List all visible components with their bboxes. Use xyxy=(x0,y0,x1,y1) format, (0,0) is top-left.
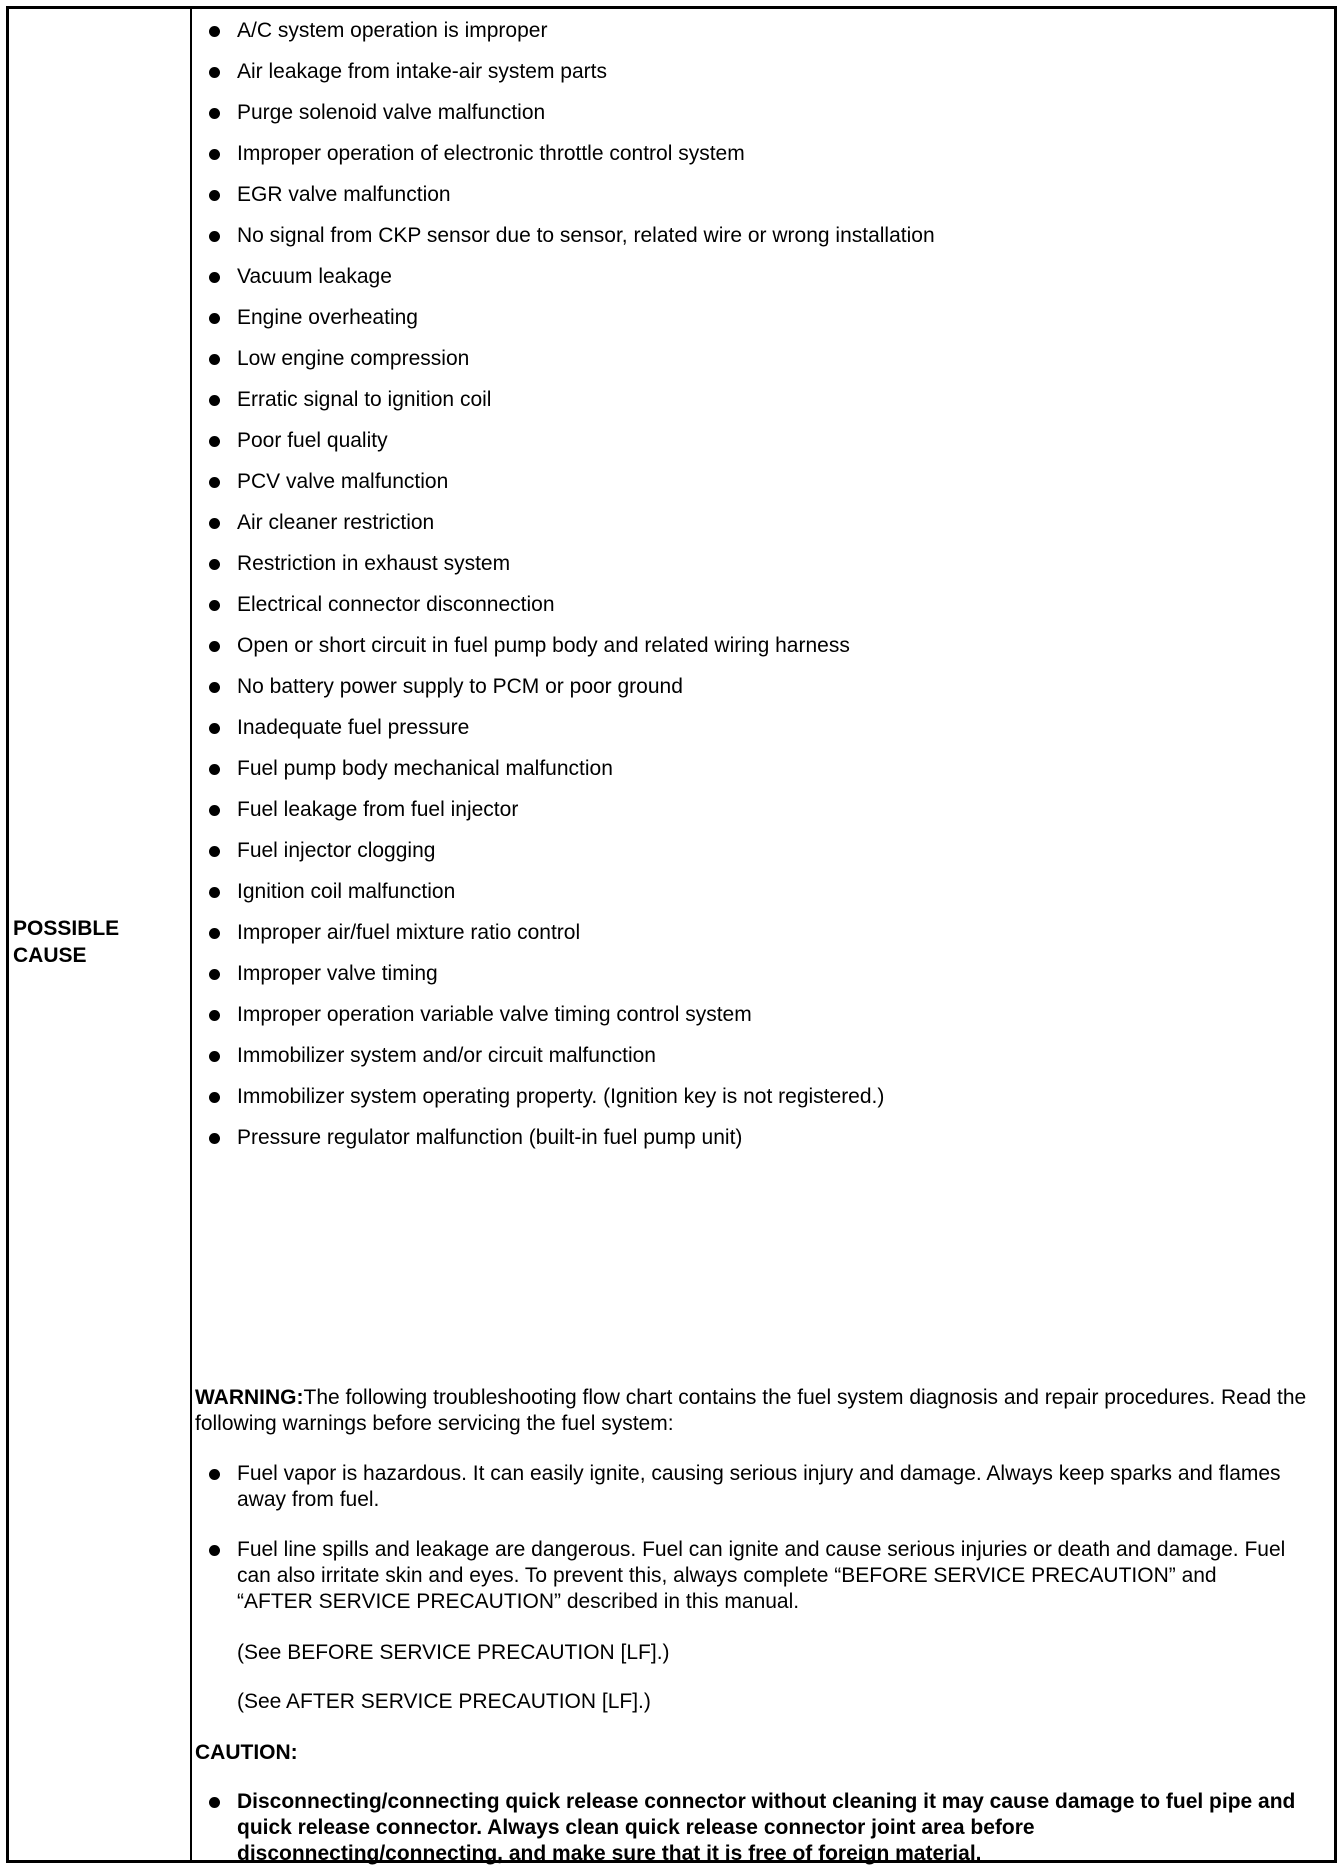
warning-item: Fuel line spills and leakage are dangerous. Fuel can ignite and cause serious injuries or death and damage. Fuel can also irritate skin and eyes. To prevent this, always complete “BEFORE SERVICE PRECAUTION” and “AFTER SERVICE PRECAUTION” described in this manual. xyxy=(237,1537,1297,1615)
list-item: Open or short circuit in fuel pump body and related wiring harness xyxy=(237,633,850,659)
bullet-icon xyxy=(209,641,220,652)
list-item: Air leakage from intake-air system parts xyxy=(237,59,607,85)
bullet-icon xyxy=(209,149,220,160)
caution-item: Disconnecting/connecting quick release connector without cleaning it may cause damage to fuel pipe and quick release connector. Always clean quick release connector joint area before disconnecting/connecting, and make sure that it is free of foreign material. xyxy=(237,1789,1297,1867)
bullet-icon xyxy=(209,108,220,119)
bullet-icon xyxy=(209,846,220,857)
list-item: A/C system operation is improper xyxy=(237,18,547,44)
bullet-icon xyxy=(209,805,220,816)
reference-before: (See BEFORE SERVICE PRECAUTION [LF].) xyxy=(237,1641,670,1664)
bullet-icon xyxy=(209,231,220,242)
list-item: Vacuum leakage xyxy=(237,264,392,290)
list-item: Electrical connector disconnection xyxy=(237,592,555,618)
bullet-icon xyxy=(209,272,220,283)
list-item: Restriction in exhaust system xyxy=(237,551,510,577)
list-item: Fuel leakage from fuel injector xyxy=(237,797,518,823)
caution-label: CAUTION: xyxy=(195,1741,298,1764)
document-table xyxy=(6,6,1337,1863)
list-item: EGR valve malfunction xyxy=(237,182,451,208)
list-item: Engine overheating xyxy=(237,305,418,331)
bullet-icon xyxy=(209,1051,220,1062)
bullet-icon xyxy=(209,395,220,406)
bullet-icon xyxy=(209,477,220,488)
bullet-icon xyxy=(209,928,220,939)
warning-text: The following troubleshooting flow chart contains the fuel system diagnosis and repair procedures. Read the following warnings before servicing the fuel system: xyxy=(195,1386,1307,1435)
list-item: Poor fuel quality xyxy=(237,428,388,454)
list-item: Air cleaner restriction xyxy=(237,510,434,536)
bullet-icon xyxy=(209,190,220,201)
list-item: Immobilizer system operating property. (Ignition key is not registered.) xyxy=(237,1084,884,1110)
list-item: Low engine compression xyxy=(237,346,469,372)
list-item: Improper operation of electronic throttle control system xyxy=(237,141,745,167)
warning-paragraph xyxy=(195,1385,1344,1437)
bullet-icon xyxy=(209,436,220,447)
list-item: Fuel pump body mechanical malfunction xyxy=(237,756,613,782)
list-item: PCV valve malfunction xyxy=(237,469,448,495)
list-item: Fuel injector clogging xyxy=(237,838,435,864)
bullet-icon xyxy=(209,1010,220,1021)
row-label: POSSIBLE CAUSE xyxy=(13,917,120,967)
bullet-icon xyxy=(209,1797,220,1808)
list-item: Ignition coil malfunction xyxy=(237,879,455,905)
bullet-icon xyxy=(209,887,220,898)
list-item: No signal from CKP sensor due to sensor, related wire or wrong installation xyxy=(237,223,935,249)
bullet-icon xyxy=(209,723,220,734)
list-item: Purge solenoid valve malfunction xyxy=(237,100,545,126)
bullet-icon xyxy=(209,354,220,365)
list-item: No battery power supply to PCM or poor ground xyxy=(237,674,683,700)
bullet-icon xyxy=(209,67,220,78)
bullet-icon xyxy=(209,1545,220,1556)
list-item: Pressure regulator malfunction (built-in fuel pump unit) xyxy=(237,1125,742,1151)
list-item: Improper operation variable valve timing control system xyxy=(237,1002,752,1028)
bullet-icon xyxy=(209,313,220,324)
bullet-icon xyxy=(209,764,220,775)
warning-item: Fuel vapor is hazardous. It can easily ignite, causing serious injury and damage. Always keep sparks and flames away from fuel. xyxy=(237,1461,1297,1513)
list-item: Erratic signal to ignition coil xyxy=(237,387,491,413)
bullet-icon xyxy=(209,1133,220,1144)
list-item: Improper air/fuel mixture ratio control xyxy=(237,920,580,946)
bullet-icon xyxy=(209,26,220,37)
bullet-icon xyxy=(209,518,220,529)
list-item: Improper valve timing xyxy=(237,961,438,987)
bullet-icon xyxy=(209,600,220,611)
column-divider xyxy=(190,9,192,1860)
bullet-icon xyxy=(209,682,220,693)
bullet-icon xyxy=(209,559,220,570)
reference-after: (See AFTER SERVICE PRECAUTION [LF].) xyxy=(237,1690,651,1713)
bullet-icon xyxy=(209,969,220,980)
bullet-icon xyxy=(209,1092,220,1103)
list-item: Immobilizer system and/or circuit malfunction xyxy=(237,1043,656,1069)
bullet-icon xyxy=(209,1469,220,1480)
warning-label: WARNING: xyxy=(195,1386,304,1409)
list-item: Inadequate fuel pressure xyxy=(237,715,469,741)
